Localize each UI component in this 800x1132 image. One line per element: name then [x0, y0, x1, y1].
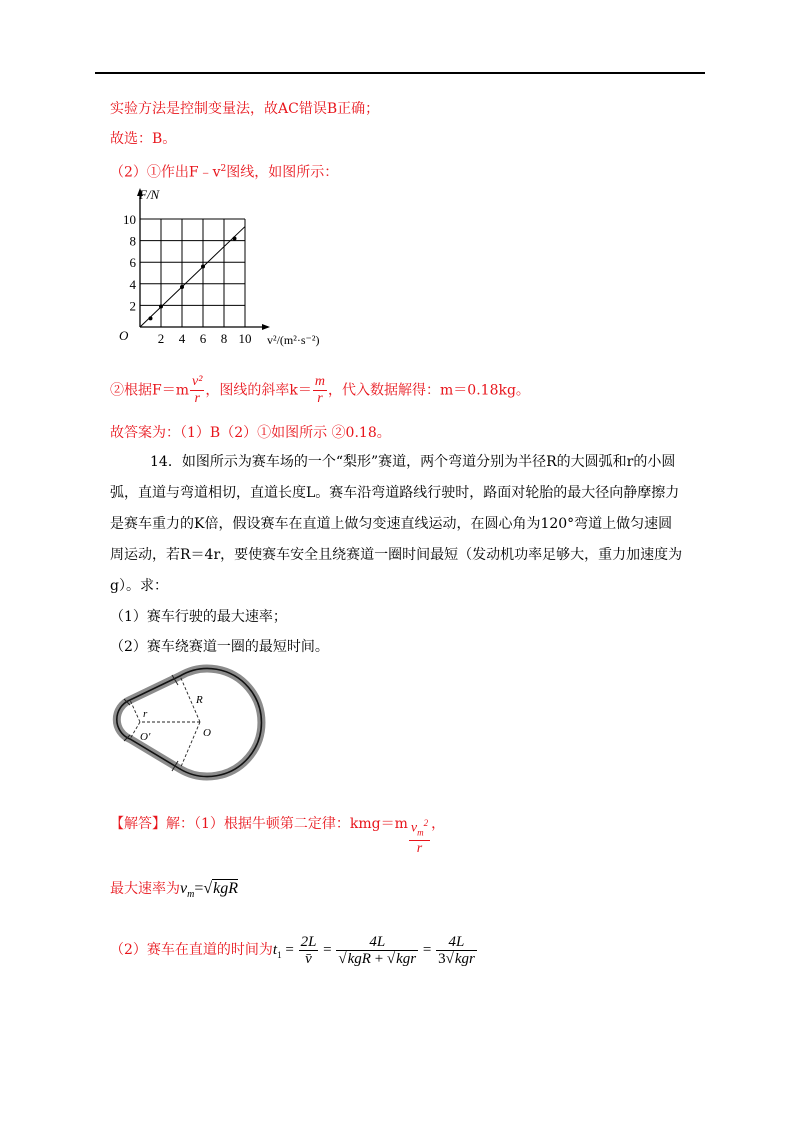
- y-tick-label: 10: [123, 212, 136, 227]
- vm-den: r: [416, 841, 423, 857]
- t1-frac-1-num: 2L: [300, 934, 317, 950]
- line4-suffix: ，代入数据解得：m＝0.18kg。: [328, 382, 530, 399]
- solution-line-1: 实验方法是控制变量法，故AC错误B正确；: [110, 101, 380, 117]
- frac2-den: r: [317, 391, 323, 406]
- solution-line-3: [110, 160, 338, 182]
- t1-t: t: [272, 941, 278, 958]
- data-point: [233, 236, 237, 240]
- vm-sup: 2: [423, 818, 429, 828]
- x-axis-arrow: [262, 324, 270, 330]
- t1-frac-3-coef: 3: [438, 951, 446, 967]
- problem-14-line-2: 弧，直道与弯道相切，直道长度L。赛车沿弯道路线行驶时，路面对轮胎的最大径向静摩擦力: [110, 485, 680, 501]
- data-point: [180, 285, 184, 289]
- problem-14-line-5: g）。求：: [110, 578, 168, 594]
- track-inner-edge: [117, 669, 262, 777]
- vmax-v: v: [180, 880, 188, 897]
- header-rule: [95, 72, 705, 74]
- answer-2-text: 最大速率为: [110, 881, 180, 897]
- graph-y-label: F/N: [139, 187, 160, 202]
- x-tick-label: 6: [199, 331, 207, 346]
- vmax-eq: =√: [194, 880, 213, 897]
- x-tick-label: 4: [178, 331, 186, 346]
- t1-sub: 1: [277, 949, 282, 960]
- question-2: （2）赛车绕赛道一圈的最短时间。: [110, 639, 329, 655]
- t1-frac-2-rad-a: kgR: [347, 951, 371, 967]
- answer-line-2: [110, 880, 238, 904]
- answer-1-tail: ，: [431, 816, 446, 832]
- answer-line-1: [110, 815, 445, 857]
- x-tick-label: 2: [157, 331, 165, 346]
- x-tick-label: 10: [238, 331, 252, 346]
- data-point: [201, 265, 205, 269]
- radius-lines: [130, 676, 200, 769]
- y-tick-label: 6: [129, 255, 136, 271]
- vmax-sub: m: [187, 889, 195, 901]
- graph-ticks: [123, 212, 252, 346]
- y-tick-label: 4: [129, 276, 136, 292]
- fit-line: [140, 227, 245, 327]
- answer-tag: 【解答】: [110, 816, 166, 832]
- graph-grid: [140, 219, 245, 327]
- t1-formula: $t_1$ = $\frac{2L}{v̄}$ = $\frac{4L}{\text{√kgR + √kgr}}$ = $\frac{4L}{\text{3√kgr}}$: [272, 934, 475, 967]
- line3-sup: 2: [220, 164, 227, 174]
- data-point: [149, 316, 153, 320]
- label-O-prime: O′: [140, 731, 151, 743]
- answer-3-text: （2）赛车在直道的时间为: [110, 941, 273, 958]
- problem-14-line-4: 周运动，若R＝4r，要使赛车安全且绕赛道一圈时间最短（发动机功率足够大，重力加速度为: [110, 547, 683, 563]
- x-tick-label: 8: [220, 331, 228, 346]
- t1-frac-2-den: √kgR + √kgr: [338, 951, 417, 967]
- t1-frac-3: [436, 934, 477, 967]
- frac-num: v²: [192, 374, 203, 389]
- frac-den: r: [194, 391, 200, 406]
- line4-mid: ，图线的斜率k＝: [205, 382, 312, 399]
- answer-1-text: 解：（1）根据牛顿第二定律：kmg＝m: [166, 816, 408, 832]
- question-1: （1）赛车行驶的最大速率；: [110, 609, 287, 625]
- frac2-num: m: [314, 374, 326, 389]
- t1-frac-1-den: v̄: [305, 951, 312, 967]
- line3-prefix: （2）①作出F﹣v: [110, 164, 221, 181]
- t1-frac-3-num: 4L: [436, 934, 477, 951]
- y-tick-label: 8: [129, 233, 136, 249]
- line3-suffix: 图线，如图所示：: [226, 164, 339, 181]
- f-v2-graph: [110, 182, 320, 352]
- fraction-v2-over-r: [190, 374, 204, 407]
- label-r: r: [143, 708, 148, 720]
- label-O: O: [203, 727, 211, 739]
- fraction-vm2-over-r: [409, 815, 430, 857]
- vm-v: v: [410, 820, 418, 836]
- answer-line-3: [110, 934, 478, 967]
- problem-14-line-1: 14．如图所示为赛车场的一个“梨形”赛道，两个弯道分别为半径R的大圆弧和r的小圆: [150, 454, 676, 470]
- vmax-radicand: kgR: [213, 880, 239, 897]
- track-band: [117, 669, 262, 777]
- t1-frac-3-rad: kgr: [454, 951, 475, 967]
- solution-line-2: 故选：B。: [110, 131, 177, 147]
- t1-frac-1: [299, 934, 319, 967]
- problem-14-line-3: 是赛车重力的K倍，假设赛车在直道上做匀变速直线运动，在圆心角为120°弯道上做匀速圆: [110, 516, 673, 532]
- vm-sub: m: [417, 827, 424, 838]
- data-point: [159, 304, 163, 308]
- t1-frac-2: [336, 934, 418, 967]
- fraction-m-over-r: [313, 374, 327, 407]
- graph-marks: [140, 227, 245, 327]
- vmax-formula: [180, 880, 239, 901]
- y-tick-label: 2: [129, 298, 136, 314]
- t1-frac-2-rad-b: kgr: [396, 951, 417, 967]
- pear-track-figure: [110, 665, 280, 790]
- graph-origin-label: O: [119, 328, 129, 343]
- final-answer-line: 故答案为：（1）B（2）①如图所示 ②0.18。: [110, 425, 391, 441]
- label-R: R: [196, 694, 203, 706]
- solution-line-4: [110, 374, 530, 407]
- line4-prefix: ②根据F＝m: [110, 382, 189, 399]
- t1-frac-2-num: 4L: [336, 934, 418, 951]
- vm-num: [409, 815, 430, 841]
- t1-frac-3-den: 3√kgr: [438, 951, 475, 967]
- graph-x-label: v²/(m²·s⁻²): [267, 333, 320, 347]
